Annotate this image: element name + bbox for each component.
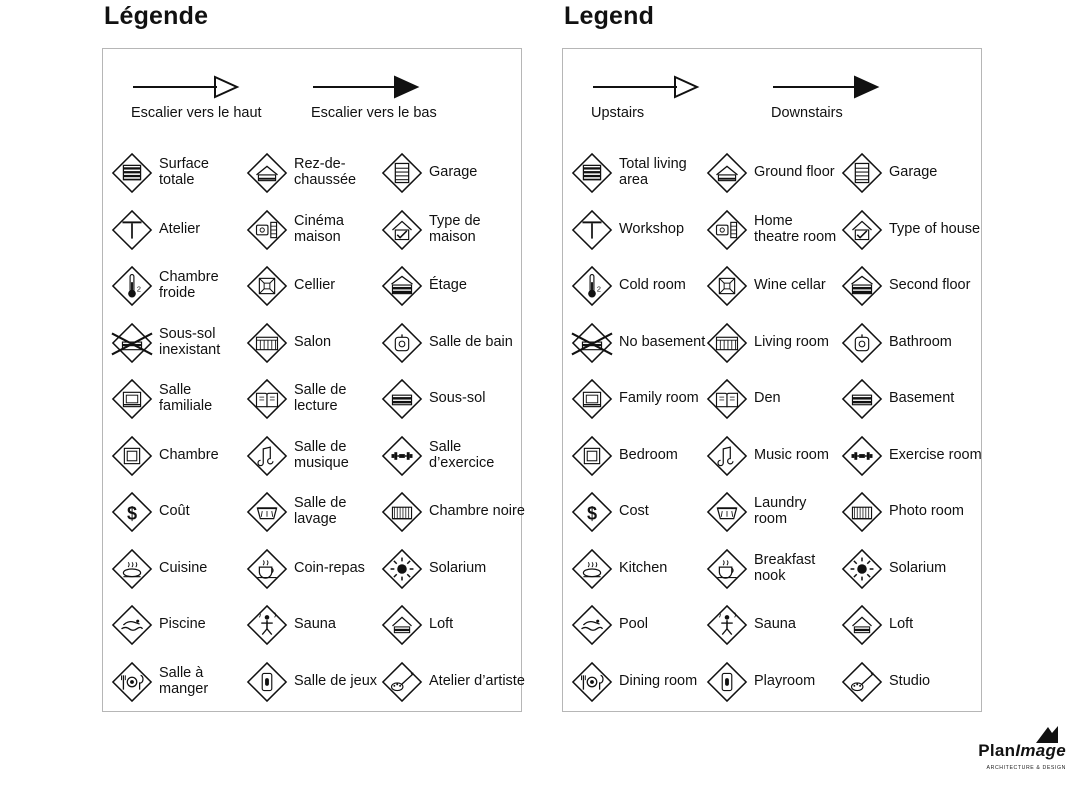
legend-item [381,597,529,654]
dining-room-icon [111,661,153,703]
sauna-icon [706,604,748,646]
legend-item-label: Salle de musique [294,438,349,471]
legend-item [841,258,989,315]
legend-item-label: Salle à manger [159,664,209,697]
page-title-en: Legend [564,2,655,30]
legend-item-label: Living room [754,333,829,350]
legend-item-label: Coût [159,503,190,520]
legend-item-label: Type of house [889,220,981,237]
legend-item-label: Surface totale [159,156,209,189]
legend-item [111,484,246,541]
legend-item-label: Music room [754,446,829,463]
legend-item [841,654,989,711]
legend-item-label: Chambre noire [429,503,525,520]
legend-item [571,597,706,654]
brand-name [978,741,1066,761]
legend-item-label: No basement [619,333,706,350]
photo-room-icon [381,491,423,533]
stairs-arrows-fr [103,75,521,147]
no-basement-icon [571,322,613,364]
wine-cellar-icon [246,265,288,307]
legend-item-label: Salle d’exercice [429,438,495,471]
legend-item [706,202,841,259]
legend-item [706,654,841,711]
legend-item [571,428,706,485]
legend-item-label: Kitchen [619,559,668,576]
legend-item-label: Family room [619,390,699,407]
cost-icon [571,491,613,533]
legend-item [246,541,381,598]
music-room-icon [246,435,288,477]
kitchen-icon [571,548,613,590]
svg-text:$: $ [586,503,598,524]
legend-item [381,258,529,315]
legend-item [571,315,706,372]
legend-item [706,315,841,372]
legend-item-label: Chambre [159,446,219,463]
brand-subtitle: ARCHITECTURE & DESIGN [986,765,1066,771]
ground-floor-icon [706,152,748,194]
playroom-icon [706,661,748,703]
second-floor-icon [841,265,883,307]
wine-cellar-icon [706,265,748,307]
legend-item [381,315,529,372]
laundry-room-icon [246,491,288,533]
legend-item [706,484,841,541]
legend-item [571,484,706,541]
legend-item-label: Type de maison [429,212,481,245]
garage-icon [841,152,883,194]
sauna-icon [246,604,288,646]
ground-floor-icon [246,152,288,194]
legend-item-label: Second floor [889,277,971,294]
legend-item-label: Salle de jeux [294,672,378,689]
legend-item-label: Bathroom [889,333,952,350]
photo-room-icon [841,491,883,533]
legend-item-label: Cost [619,503,649,520]
legend-item-label: Salle de lavage [294,495,347,528]
legend-item-label: Salle de bain [429,333,513,350]
legend-item-label: Coin-repas [294,559,365,576]
legend-item [381,484,529,541]
page-title-fr: Légende [104,2,209,30]
brand-watermark [950,725,1066,773]
brand-name-part2: Image [1015,741,1066,760]
legend-item-label: Rez-de-chaussée [294,156,357,189]
legend-item-label: Bedroom [619,446,678,463]
legend-item [111,541,246,598]
legend-item-label: Cuisine [159,559,208,576]
den-icon [706,378,748,420]
bedroom-icon [111,435,153,477]
legend-item-label: Chambre froide [159,269,219,302]
loft-icon [381,604,423,646]
legend-item [111,202,246,259]
family-room-icon [571,378,613,420]
home-theatre-icon [706,209,748,251]
legend-item [246,202,381,259]
kitchen-icon [111,548,153,590]
arrow-solid-right-icon [771,75,881,99]
legend-item-label: Studio [889,672,931,689]
legend-item [706,371,841,428]
legend-item-label: Loft [429,616,454,633]
legend-item-label: Total living area [619,156,687,189]
svg-text:2: 2 [136,284,142,294]
legend-item-label: Playroom [754,672,816,689]
bedroom-icon [571,435,613,477]
downstairs-arrow-block-en [771,75,881,122]
workshop-icon [571,209,613,251]
legend-item [706,597,841,654]
total-living-area-icon [111,152,153,194]
legend-item [571,145,706,202]
downstairs-label-en: Downstairs [771,105,843,121]
cold-room-icon [111,265,153,307]
legend-grid-en [563,145,981,710]
legend-item [246,258,381,315]
legend-item [246,371,381,428]
legend-item [246,428,381,485]
legend-item-label: Laundry room [754,495,807,528]
second-floor-icon [381,265,423,307]
legend-item [841,202,989,259]
type-of-house-icon [381,209,423,251]
solarium-icon [381,548,423,590]
cold-room-icon [571,265,613,307]
legend-item-label: Pool [619,616,649,633]
upstairs-label-en: Upstairs [591,105,645,121]
legend-item [246,654,381,711]
bathroom-icon [381,322,423,364]
legend-item-label: Den [754,390,781,407]
family-room-icon [111,378,153,420]
legend-item-label: Cold room [619,277,686,294]
legend-item-label: Sauna [754,616,796,633]
legend-item-label: Sauna [294,616,336,633]
exercise-room-icon [381,435,423,477]
legend-item [111,315,246,372]
breakfast-nook-icon [706,548,748,590]
legend-item [841,541,989,598]
svg-text:2: 2 [596,284,602,294]
legend-item-label: Cellier [294,277,336,294]
legend-item [841,484,989,541]
legend-item [571,654,706,711]
exercise-room-icon [841,435,883,477]
legend-item [841,597,989,654]
pool-icon [111,604,153,646]
legend-item-label: Salle familiale [159,382,213,415]
total-living-area-icon [571,152,613,194]
legend-item [111,597,246,654]
legend-item-label: Solarium [889,559,947,576]
home-theatre-icon [246,209,288,251]
legend-item [706,541,841,598]
legend-item-label: Solarium [429,559,487,576]
legend-item [111,654,246,711]
solarium-icon [841,548,883,590]
legend-item-label: Cinéma maison [294,212,344,245]
breakfast-nook-icon [246,548,288,590]
legend-item [111,145,246,202]
legend-item [706,258,841,315]
legend-item-label: Workshop [619,220,685,237]
legend-item-label: Ground floor [754,164,835,181]
type-of-house-icon [841,209,883,251]
legend-item-label: Garage [429,164,478,181]
legend-item-label: Basement [889,390,955,407]
legend-item-label: Exercise room [889,446,982,463]
legend-item [381,541,529,598]
legend-panel-en [562,48,982,712]
legend-item [381,654,529,711]
legend-item [381,202,529,259]
legend-item [111,258,246,315]
workshop-icon [111,209,153,251]
legend-item [571,371,706,428]
legend-item [381,145,529,202]
legend-item-label: Dining room [619,672,698,689]
music-room-icon [706,435,748,477]
legend-item-label: Sous-sol [429,390,486,407]
legend-item [571,258,706,315]
legend-item [706,428,841,485]
legend-item-label: Salle de lecture [294,382,347,415]
basement-icon [841,378,883,420]
upstairs-arrow-block-fr [131,75,262,122]
svg-text:$: $ [126,503,138,524]
legend-panel-fr [102,48,525,712]
living-room-icon [706,322,748,364]
brand-name-part1: Plan [978,741,1016,760]
legend-item [841,145,989,202]
garage-icon [381,152,423,194]
legend-item [381,371,529,428]
downstairs-label-fr: Escalier vers le bas [311,105,437,121]
bathroom-icon [841,322,883,364]
legend-item [571,202,706,259]
arrow-solid-right-icon [311,75,421,99]
studio-icon [381,661,423,703]
den-icon [246,378,288,420]
legend-item-label: Étage [429,277,467,294]
laundry-room-icon [706,491,748,533]
stairs-arrows-en [563,75,981,147]
playroom-icon [246,661,288,703]
living-room-icon [246,322,288,364]
downstairs-arrow-block-fr [311,75,437,122]
basement-icon [381,378,423,420]
legend-item-label: Garage [889,164,938,181]
legend-item [111,371,246,428]
legend-item [246,484,381,541]
legend-item [571,541,706,598]
dining-room-icon [571,661,613,703]
arrow-outline-right-icon [131,75,241,99]
studio-icon [841,661,883,703]
legend-item-label: Wine cellar [754,277,826,294]
arrow-outline-right-icon [591,75,701,99]
legend-grid-fr [103,145,525,710]
cost-icon [111,491,153,533]
upstairs-arrow-block-en [591,75,701,122]
legend-item [246,597,381,654]
legend-item [111,428,246,485]
legend-item-label: Home theatre room [754,212,837,245]
pool-icon [571,604,613,646]
legend-item [381,428,529,485]
legend-item-label: Salon [294,333,332,350]
legend-item-label: Atelier [159,220,201,237]
legend-item [246,315,381,372]
legend-item-label: Piscine [159,616,206,633]
legend-item-label: Sous-sol inexistant [159,325,221,358]
legend-item-label: Atelier d’artiste [429,672,525,689]
no-basement-icon [111,322,153,364]
legend-item-label: Breakfast nook [754,551,816,584]
legend-item-label: Photo room [889,503,964,520]
legend-item-label: Loft [889,616,914,633]
legend-item [841,428,989,485]
loft-icon [841,604,883,646]
legend-item [841,371,989,428]
legend-item [841,315,989,372]
legend-item [706,145,841,202]
upstairs-label-fr: Escalier vers le haut [131,105,262,121]
legend-item [246,145,381,202]
